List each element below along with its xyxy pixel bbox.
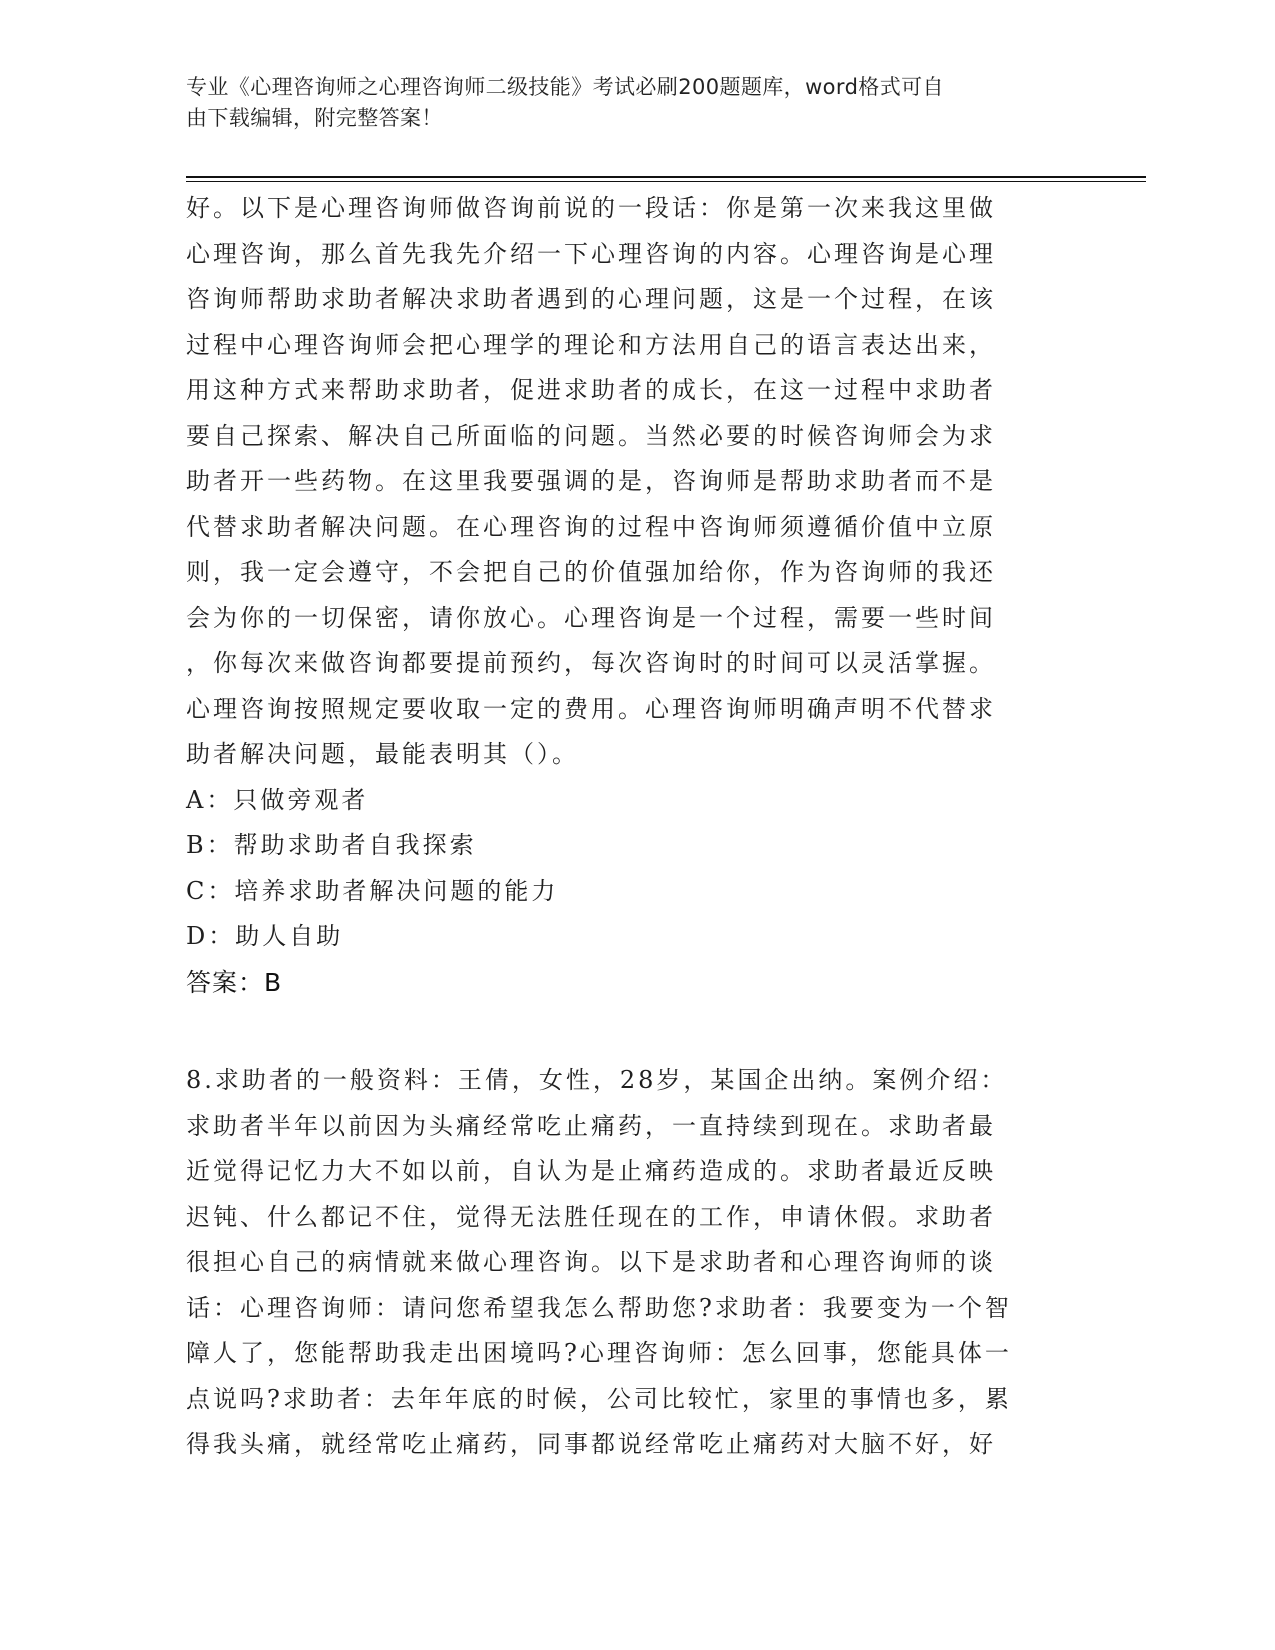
stem-line: 咨询师帮助求助者解决求助者遇到的心理问题，这是一个过程，在该	[186, 285, 996, 313]
section-spacer	[186, 1005, 1066, 1058]
stem-line: 用这种方式来帮助求助者，促进求助者的成长，在这一过程中求助者	[186, 376, 996, 404]
option-a: A：只做旁观者	[186, 785, 369, 814]
stem-line: 8.求助者的一般资料：王倩，女性，28岁，某国企出纳。案例介绍：	[186, 1066, 1008, 1094]
stem-line: ，你每次来做咨询都要提前预约，每次咨询时的时间可以灵活掌握。	[186, 649, 996, 677]
stem-line: 迟钝、什么都记不住，觉得无法胜任现在的工作，申请休假。求助者	[186, 1202, 996, 1231]
page-header	[186, 72, 1086, 134]
stem-line: 求助者半年以前因为头痛经常吃止痛药，一直持续到现在。求助者最	[186, 1111, 996, 1140]
stem-line: 点说吗?求助者：去年年底的时候，公司比较忙，家里的事情也多，累	[186, 1384, 1012, 1413]
stem-line: 心理咨询按照规定要收取一定的费用。心理咨询师明确声明不代替求	[186, 694, 996, 723]
stem-line: 助者开一些药物。在这里我要强调的是，咨询师是帮助求助者而不是	[186, 467, 996, 495]
stem-line: 很担心自己的病情就来做心理咨询。以下是求助者和心理咨询师的谈	[186, 1248, 996, 1276]
stem-line: 近觉得记忆力大不如以前，自认为是止痛药造成的。求助者最近反映	[186, 1157, 996, 1185]
question-8-stem	[186, 1058, 1066, 1468]
option-b: B：帮助求助者自我探索	[186, 831, 477, 859]
stem-line: 则，我一定会遵守，不会把自己的价值强加给你，作为咨询师的我还	[186, 558, 996, 586]
stem-line: 要自己探索、解决自己所面临的问题。当然必要的时候咨询师会为求	[186, 421, 996, 450]
option-d: D：助人自助	[186, 922, 344, 950]
stem-line: 得我头痛，就经常吃止痛药，同事都说经常吃止痛药对大脑不好，好	[186, 1430, 996, 1458]
header-divider-thin	[186, 181, 1146, 182]
document-body	[186, 186, 1066, 1468]
header-title-line-2: 由下载编辑，附完整答案！	[186, 106, 443, 130]
stem-line: 会为你的一切保密，请你放心。心理咨询是一个过程，需要一些时间	[186, 603, 996, 632]
question-7-stem	[186, 186, 1066, 778]
stem-line: 心理咨询，那么首先我先介绍一下心理咨询的内容。心理咨询是心理	[186, 239, 996, 268]
stem-line: 话：心理咨询师：请问您希望我怎么帮助您?求助者：我要变为一个智	[186, 1293, 1012, 1322]
stem-line: 过程中心理咨询师会把心理学的理论和方法用自己的语言表达出来，	[186, 330, 996, 359]
header-divider-thick	[186, 176, 1146, 178]
answer-label: 答案：B	[186, 967, 283, 997]
stem-line: 助者解决问题，最能表明其（）。	[186, 740, 579, 768]
stem-line: 代替求助者解决问题。在心理咨询的过程中咨询师须遵循价值中立原	[186, 512, 996, 541]
header-title-line-1: 专业《心理咨询师之心理咨询师二级技能》考试必刷200题题库，word格式可自	[186, 75, 944, 99]
stem-line: 好。以下是心理咨询师做咨询前说的一段话：你是第一次来我这里做	[186, 194, 996, 222]
option-c: C：培养求助者解决问题的能力	[186, 876, 559, 905]
stem-line: 障人了，您能帮助我走出困境吗?心理咨询师：怎么回事，您能具体一	[186, 1339, 1012, 1367]
